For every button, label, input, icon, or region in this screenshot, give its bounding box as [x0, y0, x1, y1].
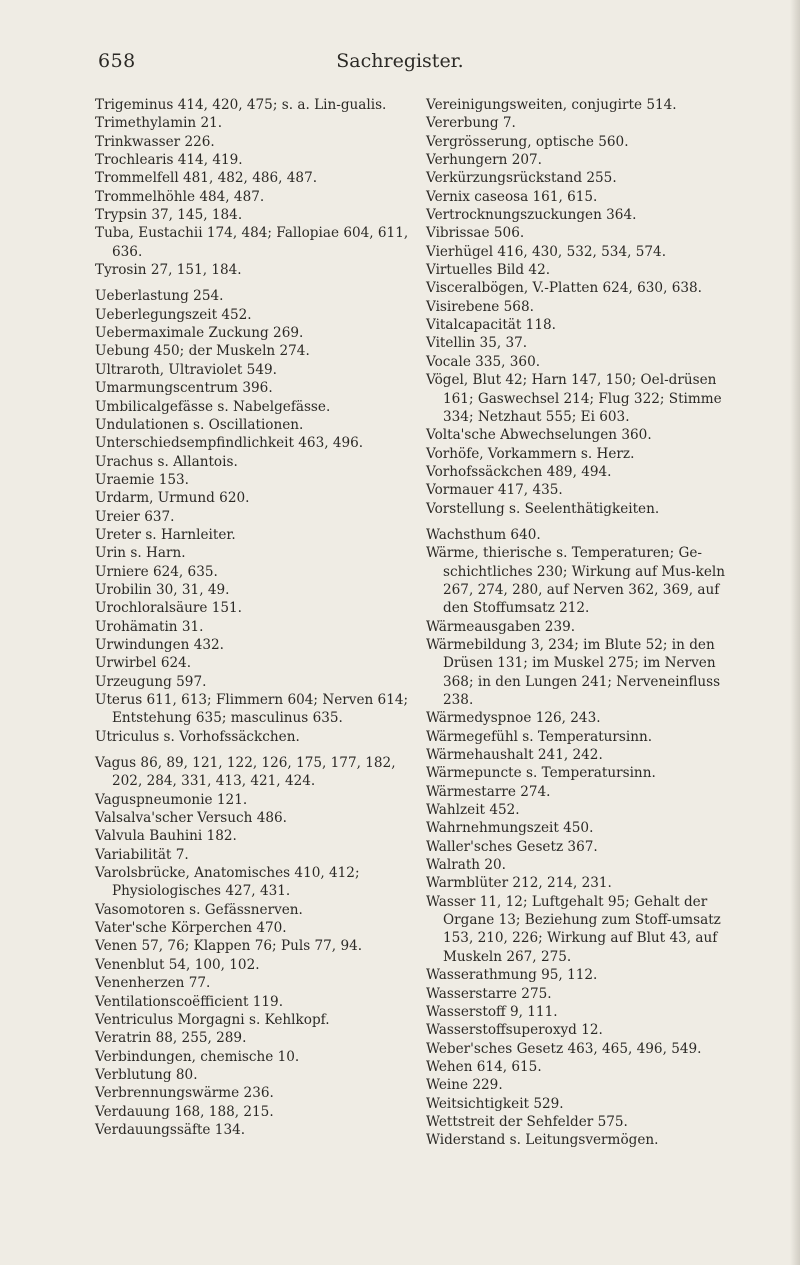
index-entry: Venen 57, 76; Klappen 76; Puls 77, 94. — [95, 938, 363, 955]
index-entry: Wasserstoffsuperoxyd 12. — [426, 1022, 603, 1039]
index-entry: Warmblüter 212, 214, 231. — [426, 875, 612, 892]
index-entry: Trommelfell 481, 482, 486, 487. — [95, 170, 318, 187]
index-entry: Trommelhöhle 484, 487. — [95, 188, 265, 205]
index-entry: Vagus 86, 89, 121, 122, 126, 175, 177, 182, 202, 284, 331, 413, 421, 424. — [95, 755, 396, 790]
index-entry: Waller'sches Gesetz 367. — [426, 838, 598, 855]
index-entry: Urniere 624, 635. — [95, 563, 218, 580]
index-entry: Wahlzeit 452. — [426, 802, 520, 819]
index-entry: Wachsthum 640. — [426, 526, 541, 543]
index-entry: Ureter s. Harnleiter. — [95, 526, 236, 543]
index-entry: Widerstand s. Leitungsvermögen. — [426, 1132, 659, 1149]
index-entry: Uebermaximale Zuckung 269. — [95, 325, 304, 342]
index-entry: Urohämatin 31. — [95, 618, 204, 635]
index-entry: Ueberlastung 254. — [95, 288, 224, 305]
index-entry: Wasser 11, 12; Luftgehalt 95; Gehalt der Organe 13; Beziehung zum Stoff-umsatz 153, 210, 226; Wirkung auf Blut 43, auf Muskeln 267, 275. — [426, 893, 721, 965]
index-entry: Valvula Bauhini 182. — [95, 828, 237, 845]
index-entry: Urdarm, Urmund 620. — [95, 490, 250, 507]
index-entry: Trypsin 37, 145, 184. — [95, 207, 243, 224]
index-entry: Urobilin 30, 31, 49. — [95, 581, 230, 598]
index-entry: Wettstreit der Sehfelder 575. — [426, 1113, 628, 1130]
index-entry: Visceralbögen, V.-Platten 624, 630, 638. — [426, 280, 702, 297]
index-entry: Wärmebildung 3, 234; im Blute 52; in den Drüsen 131; im Muskel 275; im Nerven 368; in den Lungen 241; Nerveneinfluss 238. — [426, 636, 721, 708]
index-entry: Uebung 450; der Muskeln 274. — [95, 343, 310, 360]
index-entry: Ventriculus Morgagni s. Kehlkopf. — [95, 1011, 330, 1028]
index-entry: Varolsbrücke, Anatomisches 410, 412; Physiologisches 427, 431. — [95, 865, 360, 900]
index-entry: Vitalcapacität 118. — [426, 317, 556, 334]
index-entry: Ultraroth, Ultraviolet 549. — [95, 361, 277, 378]
index-entry: Verdauung 168, 188, 215. — [95, 1103, 274, 1120]
index-entry: Wärmedyspnoe 126, 243. — [426, 710, 601, 727]
index-entry: Trimethylamin 21. — [95, 115, 223, 132]
index-entry: Umbilicalgefässe s. Nabelgefässe. — [95, 398, 331, 415]
index-entry: Utriculus s. Vorhofssäckchen. — [95, 728, 300, 745]
index-entry: Vormauer 417, 435. — [426, 482, 563, 499]
index-entry: Urin s. Harn. — [95, 545, 186, 562]
index-entry: Virtuelles Bild 42. — [426, 262, 551, 279]
index-entry: Vorhofssäckchen 489, 494. — [426, 463, 612, 480]
index-entry: Vereinigungsweiten, conjugirte 514. — [426, 97, 677, 113]
index-entry: Vorhöfe, Vorkammern s. Herz. — [426, 445, 635, 462]
index-entry: Visirebene 568. — [426, 298, 534, 315]
index-entry: Wärme, thierische s. Temperaturen; Ge-schichtliches 230; Wirkung auf Mus-keln 267, 274, 280, auf Nerven 362, 369, auf den Stoffumsatz 212. — [426, 545, 725, 617]
index-entry: Urwirbel 624. — [95, 655, 192, 672]
index-entry: Undulationen s. Oscillationen. — [95, 416, 304, 433]
index-column-left — [95, 96, 412, 1139]
index-entry: Wehen 614, 615. — [426, 1058, 542, 1075]
index-entry: Verbindungen, chemische 10. — [95, 1048, 300, 1065]
index-entry: Veratrin 88, 255, 289. — [95, 1030, 247, 1047]
index-entry: Urwindungen 432. — [95, 636, 224, 653]
index-entry: Verhungern 207. — [426, 152, 542, 169]
index-entry: Urochloralsäure 151. — [95, 600, 242, 617]
index-entry: Variabilität 7. — [95, 846, 189, 863]
index-entry: Tyrosin 27, 151, 184. — [95, 262, 242, 279]
index-entry: Trigeminus 414, 420, 475; s. a. Lin-gualis. — [95, 97, 387, 113]
index-entry: Vertrocknungszuckungen 364. — [426, 207, 637, 224]
index-entry: Unterschiedsempfindlichkeit 463, 496. — [95, 435, 364, 452]
index-entry: Wärmeausgaben 239. — [426, 618, 576, 635]
index-entry: Tuba, Eustachii 174, 484; Fallopiae 604, 611, 636. — [95, 225, 409, 260]
index-entry: Wasserstarre 275. — [426, 985, 552, 1002]
index-entry: Wärmegefühl s. Temperatursinn. — [426, 728, 653, 745]
index-entry: Verblutung 80. — [95, 1066, 198, 1083]
index-column-right — [426, 96, 744, 1150]
index-entry: Weitsichtigkeit 529. — [426, 1095, 564, 1112]
index-entry: Valsalva'scher Versuch 486. — [95, 810, 287, 827]
index-entry: Venenblut 54, 100, 102. — [95, 956, 260, 973]
index-entry: Vergrösserung, optische 560. — [426, 133, 629, 150]
index-entry: Wasserstoff 9, 111. — [426, 1003, 558, 1020]
index-entry: Walrath 20. — [426, 857, 507, 874]
index-entry: Uterus 611, 613; Flimmern 604; Nerven 614; Entstehung 635; masculinus 635. — [95, 692, 409, 727]
index-entry: Wärmehaushalt 241, 242. — [426, 747, 603, 764]
running-title: Sachregister. — [336, 50, 464, 72]
index-entry: Vibrissae 506. — [426, 225, 525, 242]
index-entry: Trochlearis 414, 419. — [95, 152, 243, 169]
index-entry: Ueberlegungszeit 452. — [95, 306, 252, 323]
index-entry: Wärmepuncte s. Temperatursinn. — [426, 765, 656, 782]
index-entry: Vitellin 35, 37. — [426, 335, 528, 352]
index-entry: Volta'sche Abwechselungen 360. — [426, 427, 652, 444]
index-entry: Vorstellung s. Seelenthätigkeiten. — [426, 500, 660, 517]
index-entry: Verdauungssäfte 134. — [95, 1121, 246, 1138]
index-entry: Venenherzen 77. — [95, 975, 211, 992]
index-entry: Weine 229. — [426, 1077, 503, 1094]
index-entry: Ventilationscoëfficient 119. — [95, 993, 284, 1010]
index-entry: Urachus s. Allantois. — [95, 453, 238, 470]
index-entry: Vögel, Blut 42; Harn 147, 150; Oel-drüsen 161; Gaswechsel 214; Flug 322; Stimme 334; Netzhaut 555; Ei 603. — [426, 372, 722, 425]
index-entry: Urzeugung 597. — [95, 673, 207, 690]
index-entry: Verkürzungsrückstand 255. — [426, 170, 617, 187]
index-entry: Vasomotoren s. Gefässnerven. — [95, 901, 303, 918]
index-entry: Trinkwasser 226. — [95, 133, 215, 150]
index-entry: Uraemie 153. — [95, 471, 189, 488]
page-number: 658 — [98, 50, 136, 72]
index-entry: Vererbung 7. — [426, 115, 516, 132]
page-header — [0, 50, 800, 80]
index-entry: Umarmungscentrum 396. — [95, 380, 273, 397]
index-entry: Vater'sche Körperchen 470. — [95, 920, 287, 937]
index-entry: Wärmestarre 274. — [426, 783, 551, 800]
index-entry: Vaguspneumonie 121. — [95, 791, 248, 808]
index-entry: Wasserathmung 95, 112. — [426, 967, 598, 984]
index-entry: Weber'sches Gesetz 463, 465, 496, 549. — [426, 1040, 702, 1057]
page-edge-shadow — [790, 0, 800, 1265]
index-entry: Wahrnehmungszeit 450. — [426, 820, 594, 837]
index-entry: Vierhügel 416, 430, 532, 534, 574. — [426, 243, 667, 260]
index-entry: Vocale 335, 360. — [426, 353, 541, 370]
index-entry: Verbrennungswärme 236. — [95, 1085, 274, 1102]
index-entry: Vernix caseosa 161, 615. — [426, 188, 598, 205]
index-entry: Ureier 637. — [95, 508, 175, 525]
